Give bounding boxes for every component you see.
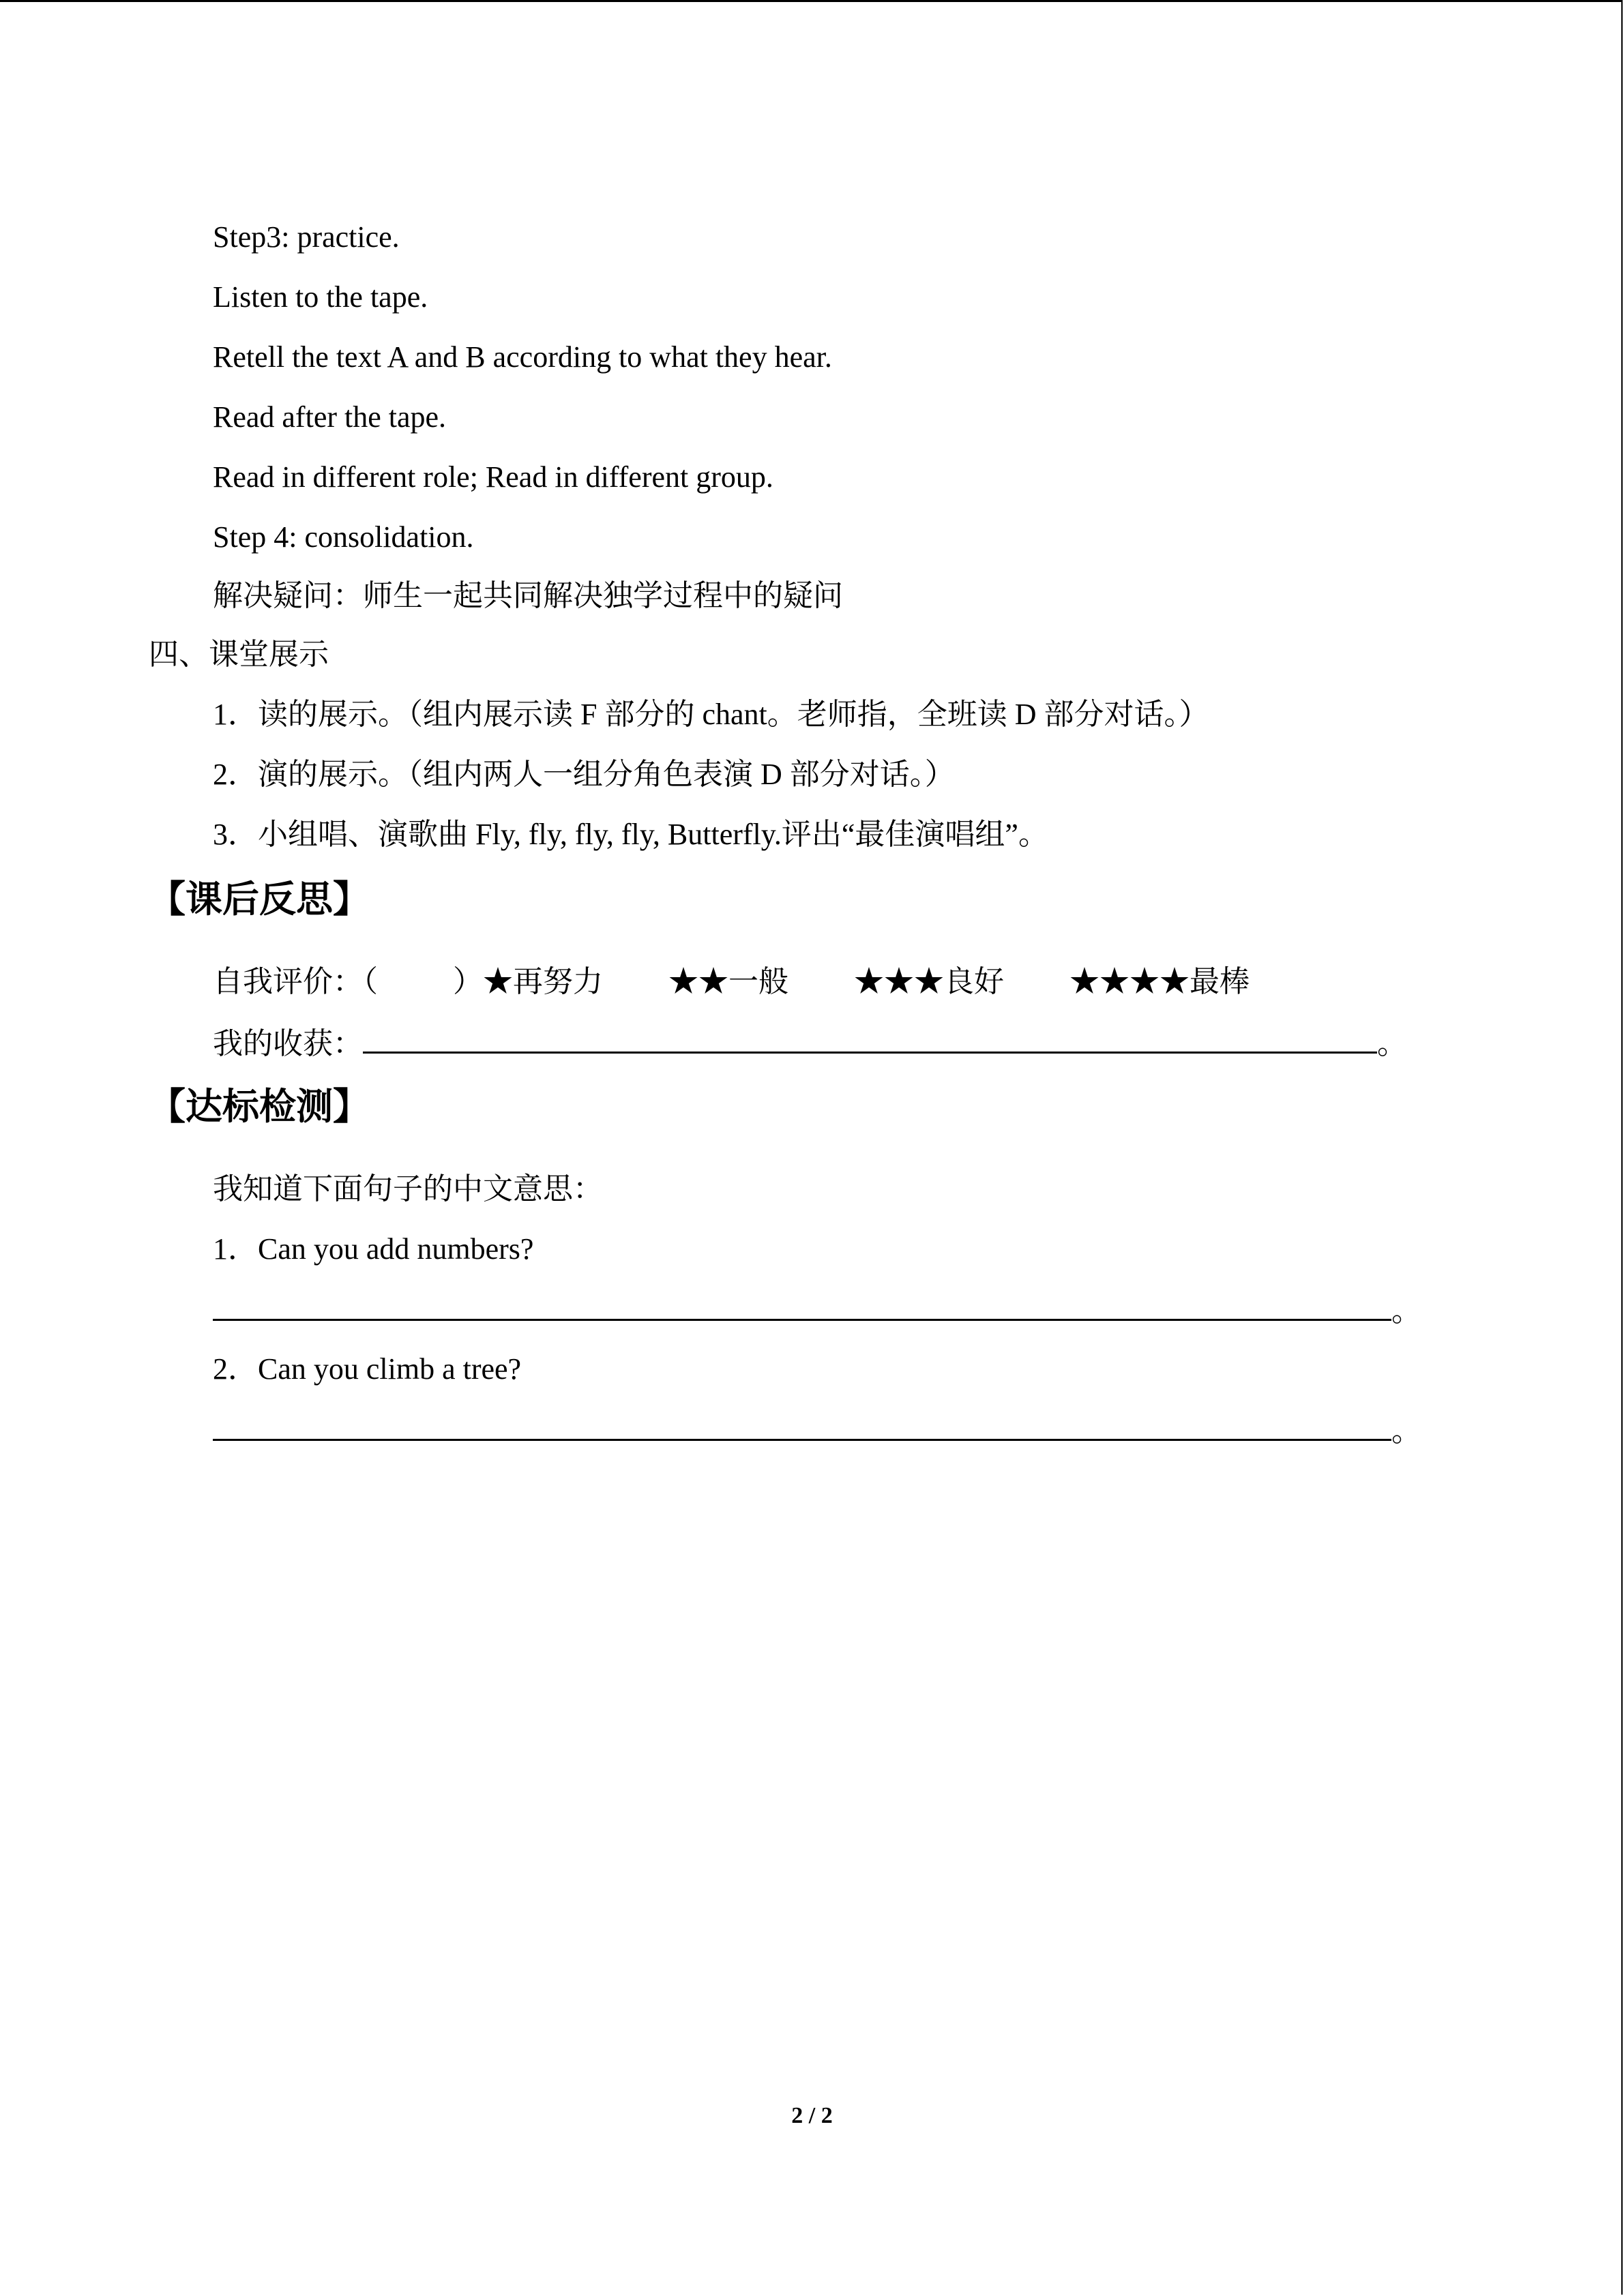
section4-title: 四、课堂展示 bbox=[149, 638, 329, 671]
test-question-2: 2．Can you climb a tree? bbox=[213, 1352, 522, 1386]
eval-option-3: ★★★良好 bbox=[854, 965, 1004, 998]
self-evaluation-row bbox=[213, 963, 1250, 1001]
self-eval-close: ） bbox=[453, 965, 483, 998]
resolve-doubts-line: 解决疑问：师生一起共同解决独学过程中的疑问 bbox=[213, 579, 843, 612]
answer-row-1 bbox=[213, 1292, 1421, 1330]
eval-option-1: ★再努力 bbox=[483, 965, 603, 998]
test-question-1: 1．Can you add numbers? bbox=[213, 1232, 534, 1266]
gain-answer-blank[interactable] bbox=[363, 1024, 1377, 1054]
self-eval-label: 自我评价：（ bbox=[213, 965, 378, 998]
answer-2-blank[interactable] bbox=[213, 1412, 1391, 1441]
test-heading: 【达标检测】 bbox=[149, 1085, 370, 1128]
gain-label: 我的收获： bbox=[213, 1027, 363, 1060]
answer-row-2 bbox=[213, 1412, 1421, 1450]
reflection-heading: 【课后反思】 bbox=[149, 878, 370, 921]
answer-1-blank[interactable] bbox=[213, 1292, 1391, 1321]
answer-2-period: 。 bbox=[1391, 1414, 1421, 1448]
section4-item-3: 3．小组唱、演歌曲 Fly, fly, fly, fly, Butterfly.评出“最佳演唱组”。 bbox=[213, 818, 1048, 851]
read-roles-line: Read in different role; Read in different group. bbox=[213, 460, 773, 494]
eval-option-4: ★★★★最棒 bbox=[1069, 965, 1250, 998]
test-intro: 我知道下面句子的中文意思： bbox=[213, 1172, 603, 1206]
listen-line: Listen to the tape. bbox=[213, 280, 428, 314]
retell-line: Retell the text A and B according to what they hear. bbox=[213, 340, 832, 374]
read-after-line: Read after the tape. bbox=[213, 400, 447, 434]
gain-row bbox=[213, 1024, 1407, 1063]
section4-item-1: 1．读的展示。（组内展示读 F 部分的 chant。老师指，全班读 D 部分对话。） bbox=[213, 698, 1209, 731]
step4-line: Step 4: consolidation. bbox=[213, 520, 474, 554]
step3-line: Step3: practice. bbox=[213, 220, 400, 254]
page-number: 2 / 2 bbox=[791, 2103, 833, 2128]
eval-option-2: ★★一般 bbox=[668, 965, 788, 998]
section4-item-2: 2．演的展示。（组内两人一组分角色表演 D 部分对话。） bbox=[213, 758, 955, 791]
gain-period: 。 bbox=[1377, 1027, 1407, 1060]
answer-1-period: 。 bbox=[1391, 1294, 1421, 1328]
